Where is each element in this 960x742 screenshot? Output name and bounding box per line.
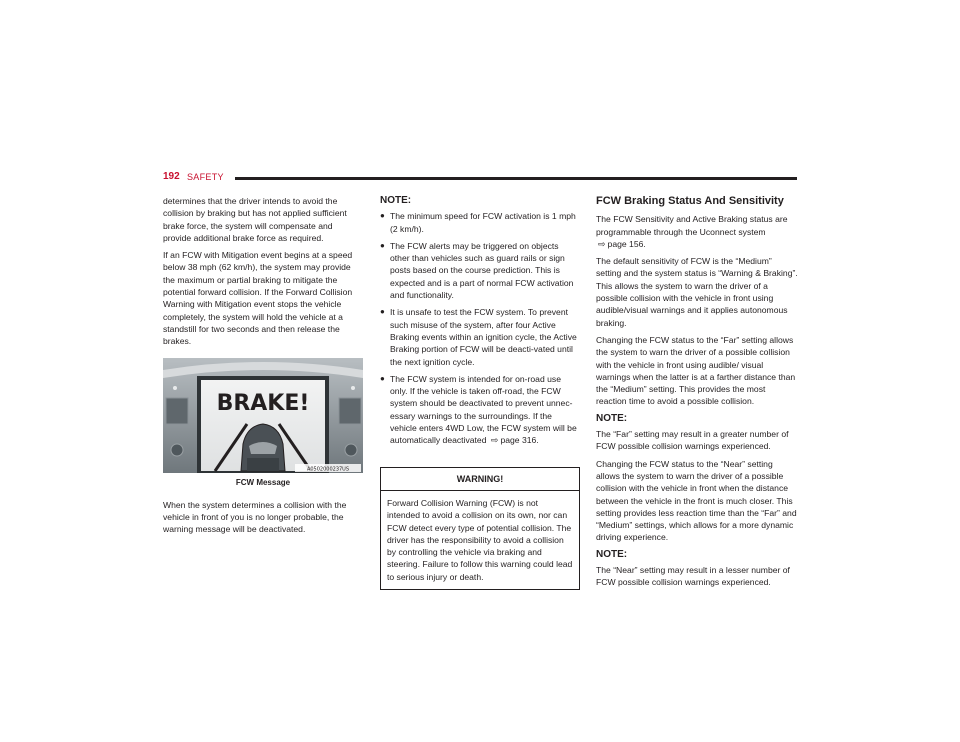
arrow-right-icon: ⇨ [490, 435, 499, 446]
note-text: The “Near” setting may result in a lesser number of FCW possible collision warnings experienced. [596, 565, 790, 588]
section-title: SAFETY [187, 172, 224, 182]
paragraph: Changing the FCW status to the “Far” setting allows the system to warn the driver of a possible collision with the vehicle in front using audible/ visual warnings when the latter is at a farther distance than the “Medium” setting. This provides the most reaction time to avoid a possible collision. [596, 334, 796, 407]
bullet-icon: ● [380, 307, 385, 317]
paragraph: Changing the FCW status to the “Near” setting allows the system to warn the driver of a possible collision with the vehicle in front when the distance between the vehicle in the front is much closer. This setting provides less reaction time than the “Far” and “Medium” settings, which allows for a more dynamic driving experience. [596, 458, 797, 543]
fcw-message-figure [163, 358, 363, 473]
list-item: ● The FCW system is intended for on-road use only. If the vehicle is taken off-road, the FCW system should be deactivated to prevent unnec-essary warnings to the surroundings. If the vehicle enters 4WD Low, the FCW system will be automatically deactivated ⇨ page 316. [380, 373, 577, 446]
figure-caption: FCW Message [235, 477, 291, 487]
note-label: NOTE: [596, 412, 628, 424]
note-label: NOTE: [596, 548, 628, 560]
warning-body: Forward Collision Warning (FCW) is not intended to avoid a collision on its own, nor can FCW detect every type of potential collision. The driver has the responsibility to avoid a collision by controlling the vehicle via braking and steering. Failure to follow this warning could lead to serious injury or death. [387, 497, 573, 582]
bullet-icon: ● [380, 211, 385, 221]
column-middle [380, 195, 580, 590]
list-item: ● It is unsafe to test the FCW system. To prevent such misuse of the system, after four Active Braking events within an ignition cycle, the Active Braking portion of FCW will be deacti-vated until the next ignition cycle. [380, 307, 577, 367]
header-rule [235, 177, 797, 180]
note-bullet-list [380, 210, 580, 446]
arrow-right-icon: ⇨ [598, 238, 606, 249]
page-reference-link[interactable]: page 156. [607, 238, 646, 249]
page-header [163, 171, 797, 185]
paragraph: The default sensitivity of FCW is the “Medium” setting and the system status is “Warning & Braking”. This allows the system to warn the driver of a possible collision with the vehicle in front using audible/visual warnings and it applies autonomous braking. [596, 256, 798, 328]
paragraph: If an FCW with Mitigation event begins at a speed below 38 mph (62 km/h), the system may provide the maximum or partial braking to mitigate the potential forward collision. If the Forward Collision Warning with Mitigation event stops the vehicle completely, the system will hold the vehicle at a standstill for two seconds and then release the brakes. [163, 250, 353, 347]
paragraph: When the system determines a collision with the vehicle in front of you is no longer probable, the warning message will be deactivated. [163, 499, 347, 535]
paragraph: determines that the driver intends to avoid the collision by braking but has not applied sufficient brake force, the system will compensate and provide additional brake force as required. [163, 196, 347, 243]
page-number: 192 [163, 171, 180, 182]
note-label: NOTE: [380, 195, 412, 206]
image-code: A0502000237US [306, 466, 350, 473]
warning-box [380, 467, 580, 590]
list-item: ● The minimum speed for FCW activation is 1 mph (2 km/h). [380, 211, 576, 234]
column-right [596, 195, 798, 594]
section-heading: FCW Braking Status And Sensitivity [596, 195, 784, 207]
dashboard-illustration [163, 358, 363, 473]
bullet-icon: ● [380, 240, 385, 250]
paragraph: The FCW Sensitivity and Active Braking status are programmable through the Uconnect system ⇨ page 156. [596, 214, 788, 249]
column-left [163, 195, 363, 541]
warning-title: WARNING! [381, 468, 579, 491]
page-reference-link[interactable]: page 316. [500, 435, 539, 446]
note-text: The “Far” setting may result in a greater number of FCW possible collision warnings experienced. [596, 429, 789, 452]
brake-display-text: BRAKE! [216, 390, 310, 416]
list-item: ● The FCW alerts may be triggered on objects other than vehicles such as guard rails or sign posts based on the course prediction. This is expected and is a part of normal FCW activation and functionality. [380, 240, 574, 301]
bullet-icon: ● [380, 373, 385, 383]
